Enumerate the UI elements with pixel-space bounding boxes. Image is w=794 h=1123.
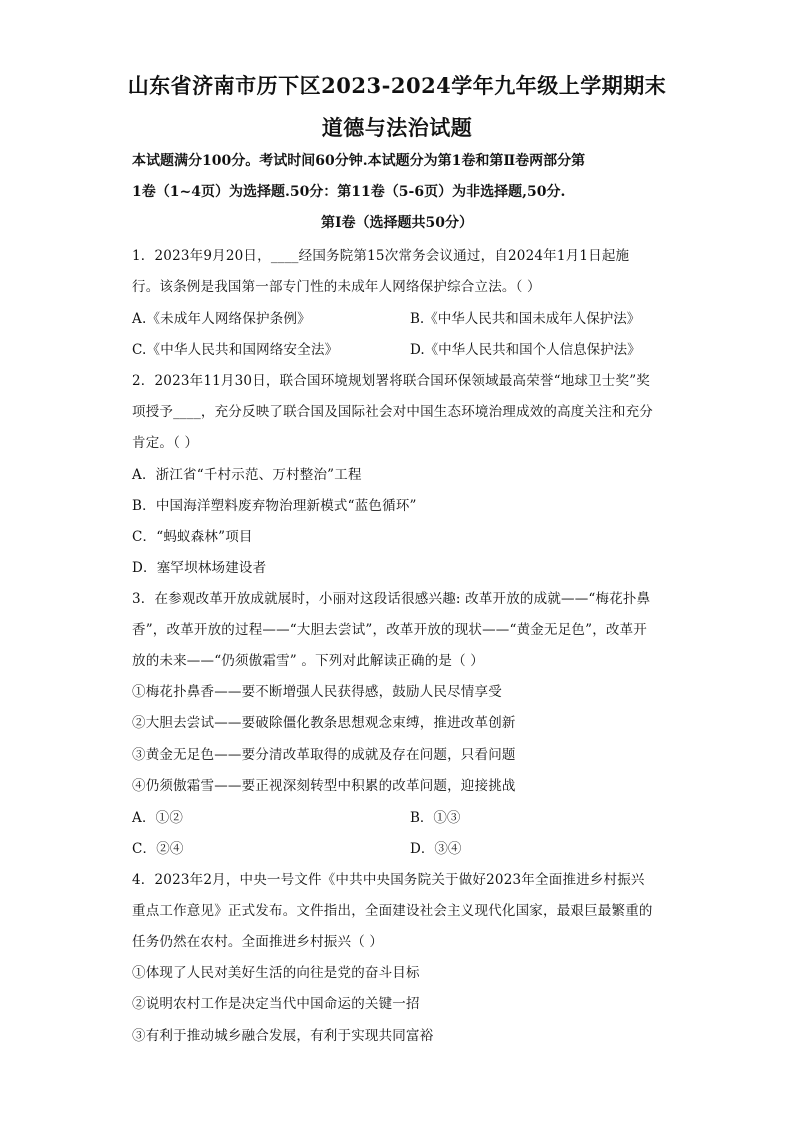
page-title: 山东省济南市历下区2023-2024学年九年级上学期期末 xyxy=(127,73,667,98)
q3-option-b: B．①③ xyxy=(410,810,461,826)
q3-option-c: C．②④ xyxy=(132,841,184,857)
q3-statement-4: ④仍须傲霜雪——要正视深刻转型中积累的改革问题，迎接挑战 xyxy=(132,778,516,794)
q4-stem-line-2: 重点工作意见》正式发布。文件指出，全面建设社会主义现代化国家，最艰巨最繁重的 xyxy=(132,903,653,919)
q4-statement-1: ①体现了人民对美好生活的向往是党的奋斗目标 xyxy=(132,965,420,981)
q3-statement-3: ③黄金无足色——要分清改革取得的成就及存在问题，只看问题 xyxy=(132,747,516,763)
q2-stem-line-1: 2．2023年11月30日，联合国环境规划署将联合国环保领域最高荣誉“地球卫士奖”奖 xyxy=(132,373,651,389)
page-subtitle: 道德与法治试题 xyxy=(321,115,473,140)
q4-stem-line-3: 任务仍然在农村。全面推进乡村振兴（ ） xyxy=(132,934,384,950)
q1-option-d: D.《中华人民共和国个人信息保护法》 xyxy=(410,342,641,358)
q3-stem-line-1: 3．在参观改革开放成就展时，小丽对这段话很感兴趣: 改革开放的成就——“梅花扑鼻 xyxy=(132,591,651,607)
q3-stem-line-2: 香”，改革开放的过程——“大胆去尝试”，改革开放的现状——“黄金无足色”，改革开 xyxy=(132,622,648,638)
q2-option-a: A．浙江省“千村示范、万村整治”工程 xyxy=(132,467,362,483)
intro-line-2: 1卷（1~4页）为选择题.50分：第11卷（5-6页）为非选择题,50分. xyxy=(132,184,566,200)
q3-statement-2: ②大胆去尝试——要破除僵化教条思想观念束缚，推进改革创新 xyxy=(132,715,516,731)
q4-statement-3: ③有利于推动城乡融合发展，有利于实现共同富裕 xyxy=(132,1028,434,1044)
q4-statement-2: ②说明农村工作是决定当代中国命运的关键一招 xyxy=(132,996,420,1012)
q2-option-c: C．“蚂蚁森林”项目 xyxy=(132,529,253,545)
q1-option-c: C.《中华人民共和国网络安全法》 xyxy=(132,342,339,358)
q3-option-d: D．③④ xyxy=(410,841,462,857)
q1-option-b: B.《中华人民共和国未成年人保护法》 xyxy=(410,311,641,327)
q3-option-a: A．①② xyxy=(132,810,184,826)
q3-statement-1: ①梅花扑鼻香——要不断增强人民获得感，鼓励人民尽情享受 xyxy=(132,684,502,700)
q2-stem-line-2: 项授予____，充分反映了联合国及国际社会对中国生态环境治理成效的高度关注和充分 xyxy=(132,404,653,420)
q2-option-b: B．中国海洋塑料废弃物治理新模式“蓝色循环” xyxy=(132,498,417,514)
q4-stem-line-1: 4．2023年2月，中央一号文件《中共中央国务院关于做好2023年全面推进乡村振兴 xyxy=(132,872,645,888)
intro-line-1: 本试题满分100分。考试时间60分钟.本试题分为第1卷和第Ⅱ卷两部分第 xyxy=(132,153,586,169)
q2-stem-line-3: 肯定。（ ） xyxy=(132,435,199,451)
q3-stem-line-3: 放的未来——“仍须傲霜雪” 。下列对此解读正确的是（ ） xyxy=(132,653,484,669)
section-title: 第Ⅰ卷（选择题共50分） xyxy=(320,215,474,231)
q1-stem-line-2: 行。该条例是我国第一部专门性的未成年人网络保护综合立法。（ ） xyxy=(132,279,541,295)
q2-option-d: D．塞罕坝林场建设者 xyxy=(132,560,267,576)
q1-stem-line-1: 1．2023年9月20日，____经国务院第15次常务会议通过，自2024年1月1日起施 xyxy=(132,248,630,264)
q1-option-a: A.《未成年人网络保护条例》 xyxy=(132,311,311,327)
